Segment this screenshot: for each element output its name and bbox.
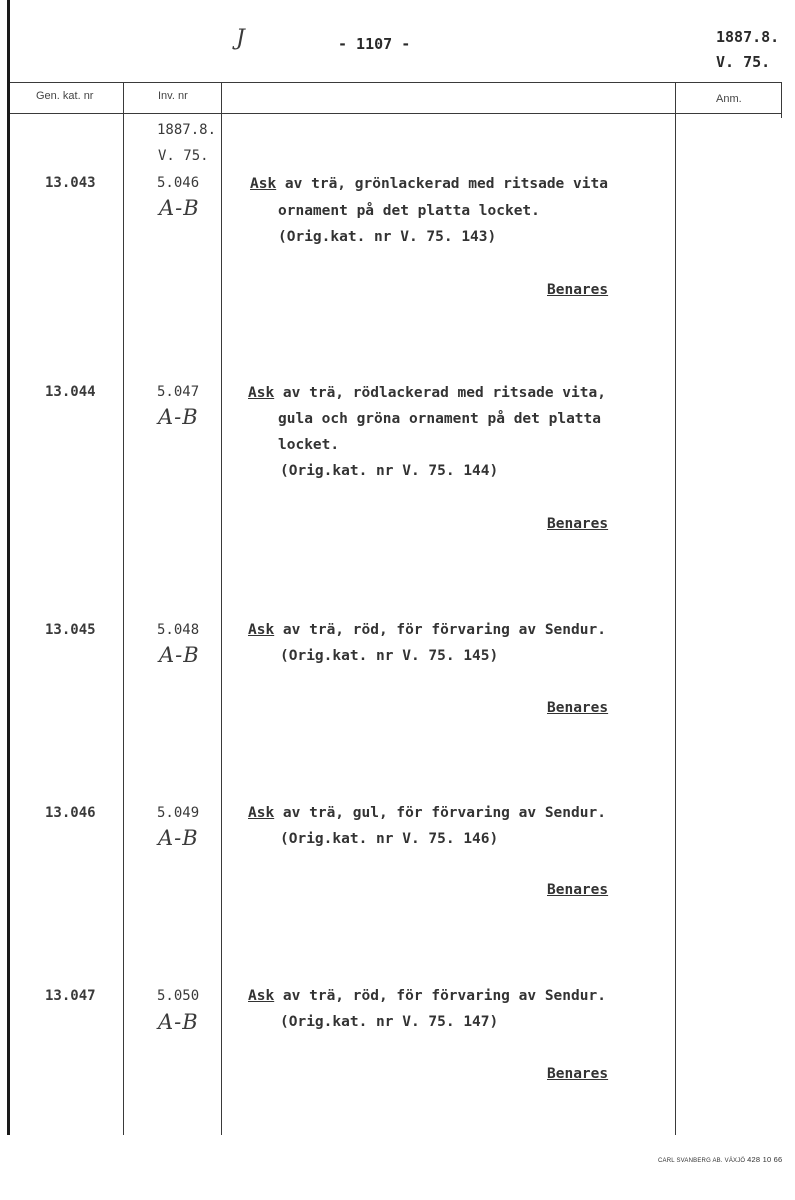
column-header-inv: Inv. nr (158, 90, 188, 102)
gen-number: 13.044 (45, 384, 96, 400)
entry-place: Benares (547, 1066, 609, 1082)
column-header-anm: Anm. (716, 93, 742, 105)
header-date-ref: 1887.8. (716, 28, 780, 46)
handwritten-signature: A-B (159, 643, 200, 667)
table-header-rule (10, 113, 782, 114)
column-divider-anm (675, 82, 676, 1135)
handwritten-signature: A-B (158, 1010, 199, 1034)
handwritten-mark: J (236, 26, 246, 51)
gen-number: 13.043 (45, 175, 96, 191)
entry-keyword: Ask (248, 805, 275, 821)
printer-name: CARL SVANBERG AB. VÄXJÖ (658, 1158, 746, 1164)
entry-place: Benares (547, 516, 609, 532)
entry-place: Benares (547, 282, 609, 298)
gen-number: 13.047 (45, 988, 96, 1004)
entry-line: gula och gröna ornament på det platta (278, 411, 602, 427)
entry-line: ornament på det platta locket. (278, 203, 540, 219)
handwritten-signature: A-B (158, 826, 199, 850)
gen-number: 13.046 (45, 805, 96, 821)
inv-number: 5.046 (157, 175, 200, 191)
table-top-rule (10, 82, 782, 83)
page-number: - 1107 - (338, 35, 411, 53)
form-number: 428 10 66 (747, 1155, 783, 1164)
entry-line: Ask av trä, röd, för förvaring av Sendur. (248, 622, 606, 638)
inv-number: 5.050 (157, 988, 200, 1004)
entry-line: (Orig.kat. nr V. 75. 143) (278, 229, 497, 245)
entry-line: Ask av trä, gul, för förvaring av Sendur. (248, 805, 606, 821)
inv-number: 5.049 (157, 805, 200, 821)
entry-line: Ask av trä, grönlackerad med ritsade vita (250, 176, 608, 192)
inv-pre-date: 1887.8. (157, 122, 217, 138)
entry-place: Benares (547, 700, 609, 716)
entry-keyword: Ask (248, 988, 275, 1004)
column-divider-gen (123, 82, 124, 1135)
entry-keyword: Ask (250, 176, 277, 192)
handwritten-signature: A-B (159, 196, 200, 220)
entry-keyword: Ask (248, 622, 275, 638)
entry-line: Ask av trä, röd, för förvaring av Sendur. (248, 988, 606, 1004)
entry-keyword: Ask (248, 385, 275, 401)
inv-pre-vol: V. 75. (158, 148, 209, 164)
column-divider-inv (221, 82, 222, 1135)
entry-line: (Orig.kat. nr V. 75. 144) (280, 463, 499, 479)
entry-line: locket. (278, 437, 340, 453)
entry-line: (Orig.kat. nr V. 75. 147) (280, 1014, 499, 1030)
gen-number: 13.045 (45, 622, 96, 638)
table-right-border (781, 82, 782, 118)
entry-line: (Orig.kat. nr V. 75. 145) (280, 648, 499, 664)
entry-line: Ask av trä, rödlackerad med ritsade vita, (248, 385, 606, 401)
handwritten-signature: A-B (158, 405, 199, 429)
left-margin-bar (7, 0, 10, 1135)
column-header-gen: Gen. kat. nr (36, 90, 94, 102)
header-vol-ref: V. 75. (716, 53, 771, 71)
inv-number: 5.048 (157, 622, 200, 638)
inv-number: 5.047 (157, 384, 200, 400)
entry-line: (Orig.kat. nr V. 75. 146) (280, 831, 499, 847)
entry-place: Benares (547, 882, 609, 898)
printer-imprint (658, 1155, 782, 1164)
